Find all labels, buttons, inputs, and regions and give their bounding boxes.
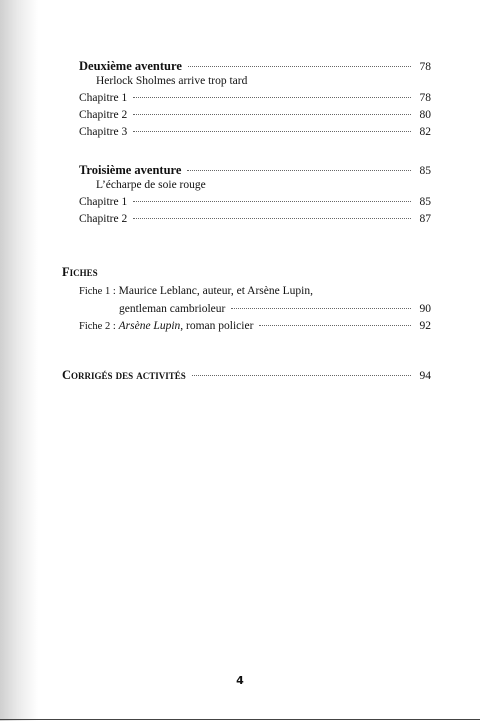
page-gutter-shadow	[0, 0, 38, 721]
section-heading: Corrigés des activités	[62, 368, 186, 382]
toc-page-number: 85	[419, 165, 431, 177]
toc-entry-corriges[interactable]	[62, 368, 431, 383]
leader-dots	[259, 324, 411, 326]
toc-page-number: 92	[419, 320, 431, 332]
leader-dots	[133, 217, 411, 219]
toc-entry-chapter[interactable]	[79, 108, 431, 122]
fiche-prefix: Fiche 2 :	[79, 321, 116, 332]
toc-page-number: 78	[419, 92, 431, 104]
toc-page-number: 94	[419, 370, 431, 382]
toc-entry-chapter[interactable]	[79, 91, 431, 105]
toc-entry-fiche-1-line2[interactable]	[119, 302, 431, 316]
chapter-label: Chapitre 2	[79, 213, 128, 225]
fiche-prefix: Fiche 1 :	[79, 286, 116, 297]
toc-entry-chapter[interactable]	[79, 195, 431, 209]
toc-entry-title: Deuxième aventure	[79, 59, 182, 73]
toc-page-number: 87	[419, 213, 431, 225]
toc-entry-chapter[interactable]	[79, 125, 431, 139]
chapter-label: Chapitre 2	[79, 109, 128, 121]
page-number: 4	[236, 674, 244, 687]
section-heading-fiches	[62, 265, 98, 279]
toc-entry-fiche-2[interactable]	[79, 319, 431, 334]
section-heading: Fiches	[62, 265, 98, 279]
leader-dots	[231, 307, 411, 309]
fiche-title-italic: Arsène Lupin	[118, 320, 181, 332]
leader-dots	[133, 113, 411, 115]
toc-page-number: 85	[419, 196, 431, 208]
bottom-border	[0, 719, 480, 720]
toc-entry-fiche-1-line1[interactable]	[79, 284, 313, 299]
toc-page-number: 82	[419, 126, 431, 138]
fiche-title-line1: Maurice Leblanc, auteur, et Arsène Lupin,	[118, 285, 313, 297]
leader-dots	[133, 96, 411, 98]
toc-entry-title: Troisième aventure	[79, 163, 182, 177]
leader-dots	[133, 200, 411, 202]
toc-entry-subtitle: Herlock Sholmes arrive trop tard	[96, 75, 248, 87]
chapter-label: Chapitre 1	[79, 92, 128, 104]
leader-dots	[187, 169, 411, 171]
toc-entry-subtitle: L’écharpe de soie rouge	[96, 179, 206, 191]
fiche-title-rest: , roman policier	[180, 320, 254, 332]
toc-page-number: 80	[419, 109, 431, 121]
chapter-label: Chapitre 1	[79, 196, 128, 208]
toc-entry-deuxieme-aventure[interactable]	[79, 59, 431, 74]
leader-dots	[188, 65, 411, 67]
toc-entry-troisieme-aventure[interactable]	[79, 163, 431, 178]
fiche-title-line2: gentleman cambrioleur	[119, 303, 226, 315]
leader-dots	[192, 374, 411, 376]
chapter-label: Chapitre 3	[79, 126, 128, 138]
leader-dots	[133, 130, 411, 132]
toc-page-number: 90	[419, 303, 431, 315]
toc-entry-chapter[interactable]	[79, 212, 431, 226]
toc-page-number: 78	[419, 61, 431, 73]
